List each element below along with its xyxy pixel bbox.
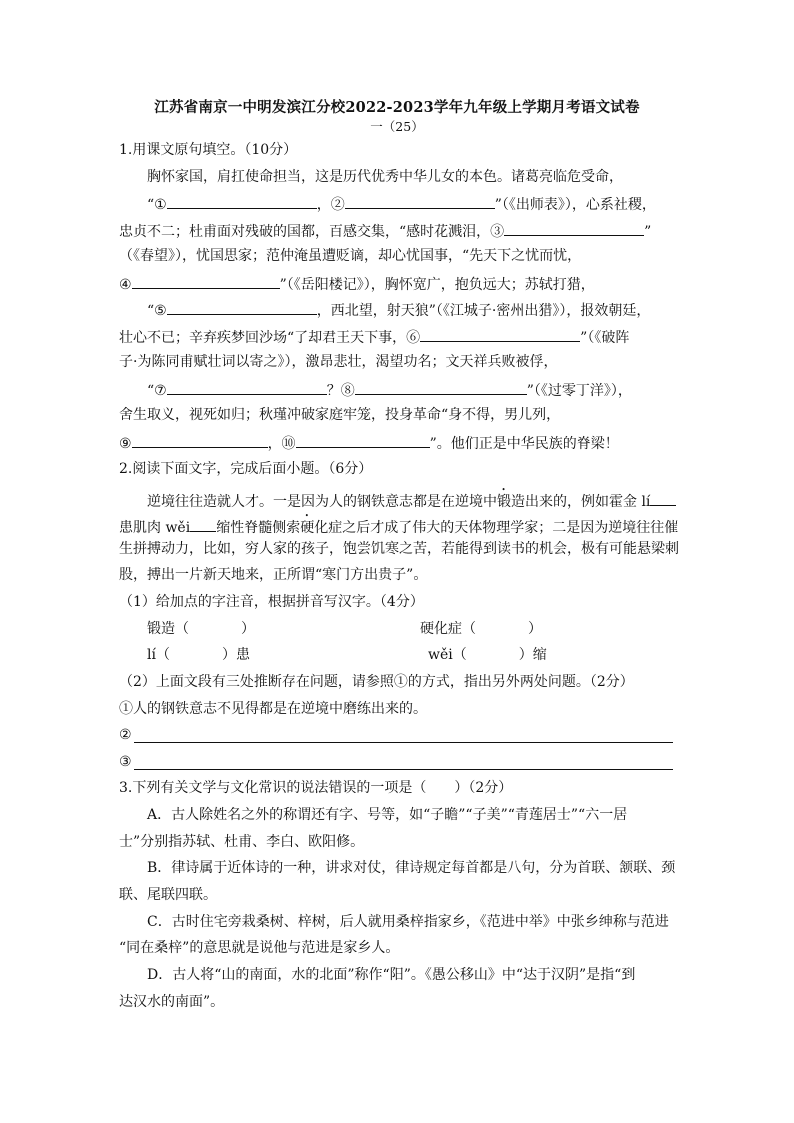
answer-blank-6[interactable] bbox=[420, 326, 580, 342]
q1-text: ”（《过零丁洋》）， bbox=[526, 383, 632, 399]
q1-line-6 bbox=[147, 299, 650, 321]
q2-para-line-2 bbox=[119, 512, 678, 538]
answer-duanzao bbox=[147, 619, 255, 639]
answer-line-3[interactable] bbox=[134, 769, 673, 770]
q1-text: ，西北望，射天狼”（《江城子·密州出猎》），报效朝廷， bbox=[316, 303, 651, 319]
q2-heading: 2.阅读下面文字，完成后面小题。（6分） bbox=[119, 461, 373, 477]
q1-line-1: 胸怀家国，肩扛使命担当，这是历代优秀中华儿女的本色。诸葛亮临危受命， bbox=[147, 169, 623, 185]
pinyin-blank-li[interactable] bbox=[650, 490, 676, 506]
q1-text: 壮心不已；辛弃疾梦回沙场“了却君王天下事，⑥ bbox=[119, 330, 421, 346]
q1-line-9 bbox=[147, 379, 632, 401]
q1-text: ”。他们正是中华民族的脊梁！ bbox=[429, 436, 619, 452]
q2-text: 患肌肉 wěi bbox=[119, 520, 191, 536]
q3-option-a-line-2: 士”分别指苏轼、杜甫、李白、欧阳修。 bbox=[119, 834, 365, 850]
answer-blank-7[interactable] bbox=[167, 379, 327, 395]
q1-line-5 bbox=[119, 273, 595, 295]
answer-blank-3[interactable] bbox=[504, 220, 644, 236]
q1-text: “① bbox=[147, 197, 167, 213]
answer-blank-9[interactable] bbox=[132, 432, 268, 448]
q2-text: 缩性脊髓侧索 bbox=[216, 520, 301, 536]
q1-text: ④ bbox=[119, 277, 132, 293]
q3-option-b-line-1[interactable]: B．律诗属于近体诗的一种，讲求对仗，律诗规定每首都是八句，分为首联、颔联、颈 bbox=[147, 860, 676, 876]
q2-text: ） bbox=[528, 621, 542, 637]
answer-blank-10[interactable] bbox=[296, 432, 430, 448]
answer-blank-2[interactable] bbox=[345, 193, 495, 209]
q1-text: ，② bbox=[316, 197, 345, 213]
q1-text: ”（《出师表》），心系社稷， bbox=[494, 197, 656, 213]
q1-text: “⑦ bbox=[147, 383, 167, 399]
q1-text: ？⑧ bbox=[326, 383, 355, 399]
q2-text: wěi（ bbox=[428, 647, 467, 663]
q2-text: ）缩 bbox=[518, 647, 547, 663]
q1-text: ⑨ bbox=[119, 436, 132, 452]
answer-blank-1[interactable] bbox=[167, 193, 317, 209]
q2-text: lí（ bbox=[147, 647, 170, 663]
q3-option-c-line-1[interactable]: C．古时住宅旁栽桑树、梓树，后人就用桑梓指家乡，《范进中举》中张乡绅称与范进 bbox=[147, 914, 669, 930]
answer-line-2[interactable] bbox=[134, 742, 673, 743]
q1-text: ”（《岳阳楼记》），胸怀宽广，抱负远大；苏轼打猎， bbox=[279, 277, 595, 293]
q3-option-a-line-1[interactable]: A．古人除姓名之外的称谓还有字、号等，如“子瞻”“子美”“青莲居士”“六一居 bbox=[147, 807, 628, 823]
page-subtitle: 一（25） bbox=[370, 119, 424, 134]
q1-text: ” bbox=[644, 224, 652, 240]
q2-text: 造出来的，例如霍金 lí bbox=[511, 494, 651, 510]
q1-line-3 bbox=[119, 220, 651, 242]
q1-line-10: 舍生取义，视死如归；秋瑾冲破家庭牢笼，投身革命“身不得，男儿列， bbox=[119, 407, 561, 423]
q1-line-8: 子·为陈同甫赋壮词以寄之》），激昂悲壮，渴望功名；文天祥兵败被俘， bbox=[119, 354, 558, 370]
dotted-char-ying: 硬 bbox=[300, 520, 315, 536]
q1-text: ，⑩ bbox=[267, 436, 296, 452]
q1-heading: 1.用课文原句填空。（10分） bbox=[119, 142, 298, 158]
q2-answer-3-label: ③ bbox=[119, 754, 132, 770]
q3-option-c-line-2: “同在桑梓”的意思就是说他与范进是家乡人。 bbox=[119, 940, 400, 956]
q2-para-line-3: 生拼搏动力，比如，穷人家的孩子，饱尝饥寒之苦，若能得到读书的机会，极有可能悬梁刺 bbox=[119, 541, 679, 557]
answer-wei-suo bbox=[428, 645, 547, 665]
answer-blank-8[interactable] bbox=[355, 379, 527, 395]
q3-option-d-line-1[interactable]: D．古人将“山的南面，水的北面”称作“阳”。《愚公移山》中“达于汉阴”是指“到 bbox=[147, 967, 636, 983]
answer-yinghuazheng bbox=[420, 619, 542, 639]
q1-text: 忠贞不二；杜甫面对残破的国都，百感交集，“感时花溅泪，③ bbox=[119, 224, 505, 240]
q1-line-11 bbox=[119, 432, 619, 454]
answer-blank-4[interactable] bbox=[132, 273, 280, 289]
q2-text: ） bbox=[241, 621, 255, 637]
q2-text: 硬化症（ bbox=[420, 621, 476, 637]
answer-li-huan bbox=[147, 645, 250, 665]
q1-line-4: （《春望》），忧国思家；范仲淹虽遭贬谪，却心忧国事，“先天下之忧而忧， bbox=[119, 248, 582, 264]
q2-sub2-heading: （2）上面文段有三处推断存在问题，请参照①的方式，指出另外两处问题。（2分） bbox=[119, 674, 634, 690]
q2-text: 逆境往往造就人才。一是因为人的钢铁意志都是在逆境中 bbox=[147, 494, 497, 510]
q1-text: “⑤ bbox=[147, 303, 167, 319]
q3-heading: 3.下列有关文学与文化常识的说法错误的一项是（ ）（2分） bbox=[119, 780, 513, 796]
page-title: 江苏省南京一中明发滨江分校2022-2023学年九年级上学期月考语文试卷 bbox=[154, 99, 640, 116]
q2-example-answer: ①人的钢铁意志不见得都是在逆境中磨练出来的。 bbox=[119, 701, 427, 717]
q2-para-line-4: 股，搏出一片新天地来，正所谓“寒门方出贵子”。 bbox=[119, 567, 428, 583]
q2-text: 锻造（ bbox=[147, 621, 189, 637]
q2-sub1-heading: （1）给加点的字注音，根据拼音写汉字。（4分） bbox=[119, 594, 424, 610]
answer-blank-5[interactable] bbox=[167, 299, 317, 315]
pinyin-blank-wei[interactable] bbox=[190, 516, 216, 532]
q2-para-line-1 bbox=[147, 486, 676, 512]
dotted-char-duan: 锻 bbox=[497, 494, 511, 510]
q1-line-2 bbox=[147, 193, 656, 215]
q2-answer-2-label: ② bbox=[119, 727, 132, 743]
q3-option-b-line-2: 联、尾联四联。 bbox=[119, 887, 217, 903]
q1-line-7 bbox=[119, 326, 629, 348]
q3-option-d-line-2: 达汉水的南面”。 bbox=[119, 994, 225, 1010]
q2-text: 化症之后才成了伟大的天体物理学家；二是因为逆境往往催 bbox=[314, 520, 679, 536]
q2-text: ）患 bbox=[221, 647, 250, 663]
q1-text: ”（《破阵 bbox=[580, 330, 630, 346]
